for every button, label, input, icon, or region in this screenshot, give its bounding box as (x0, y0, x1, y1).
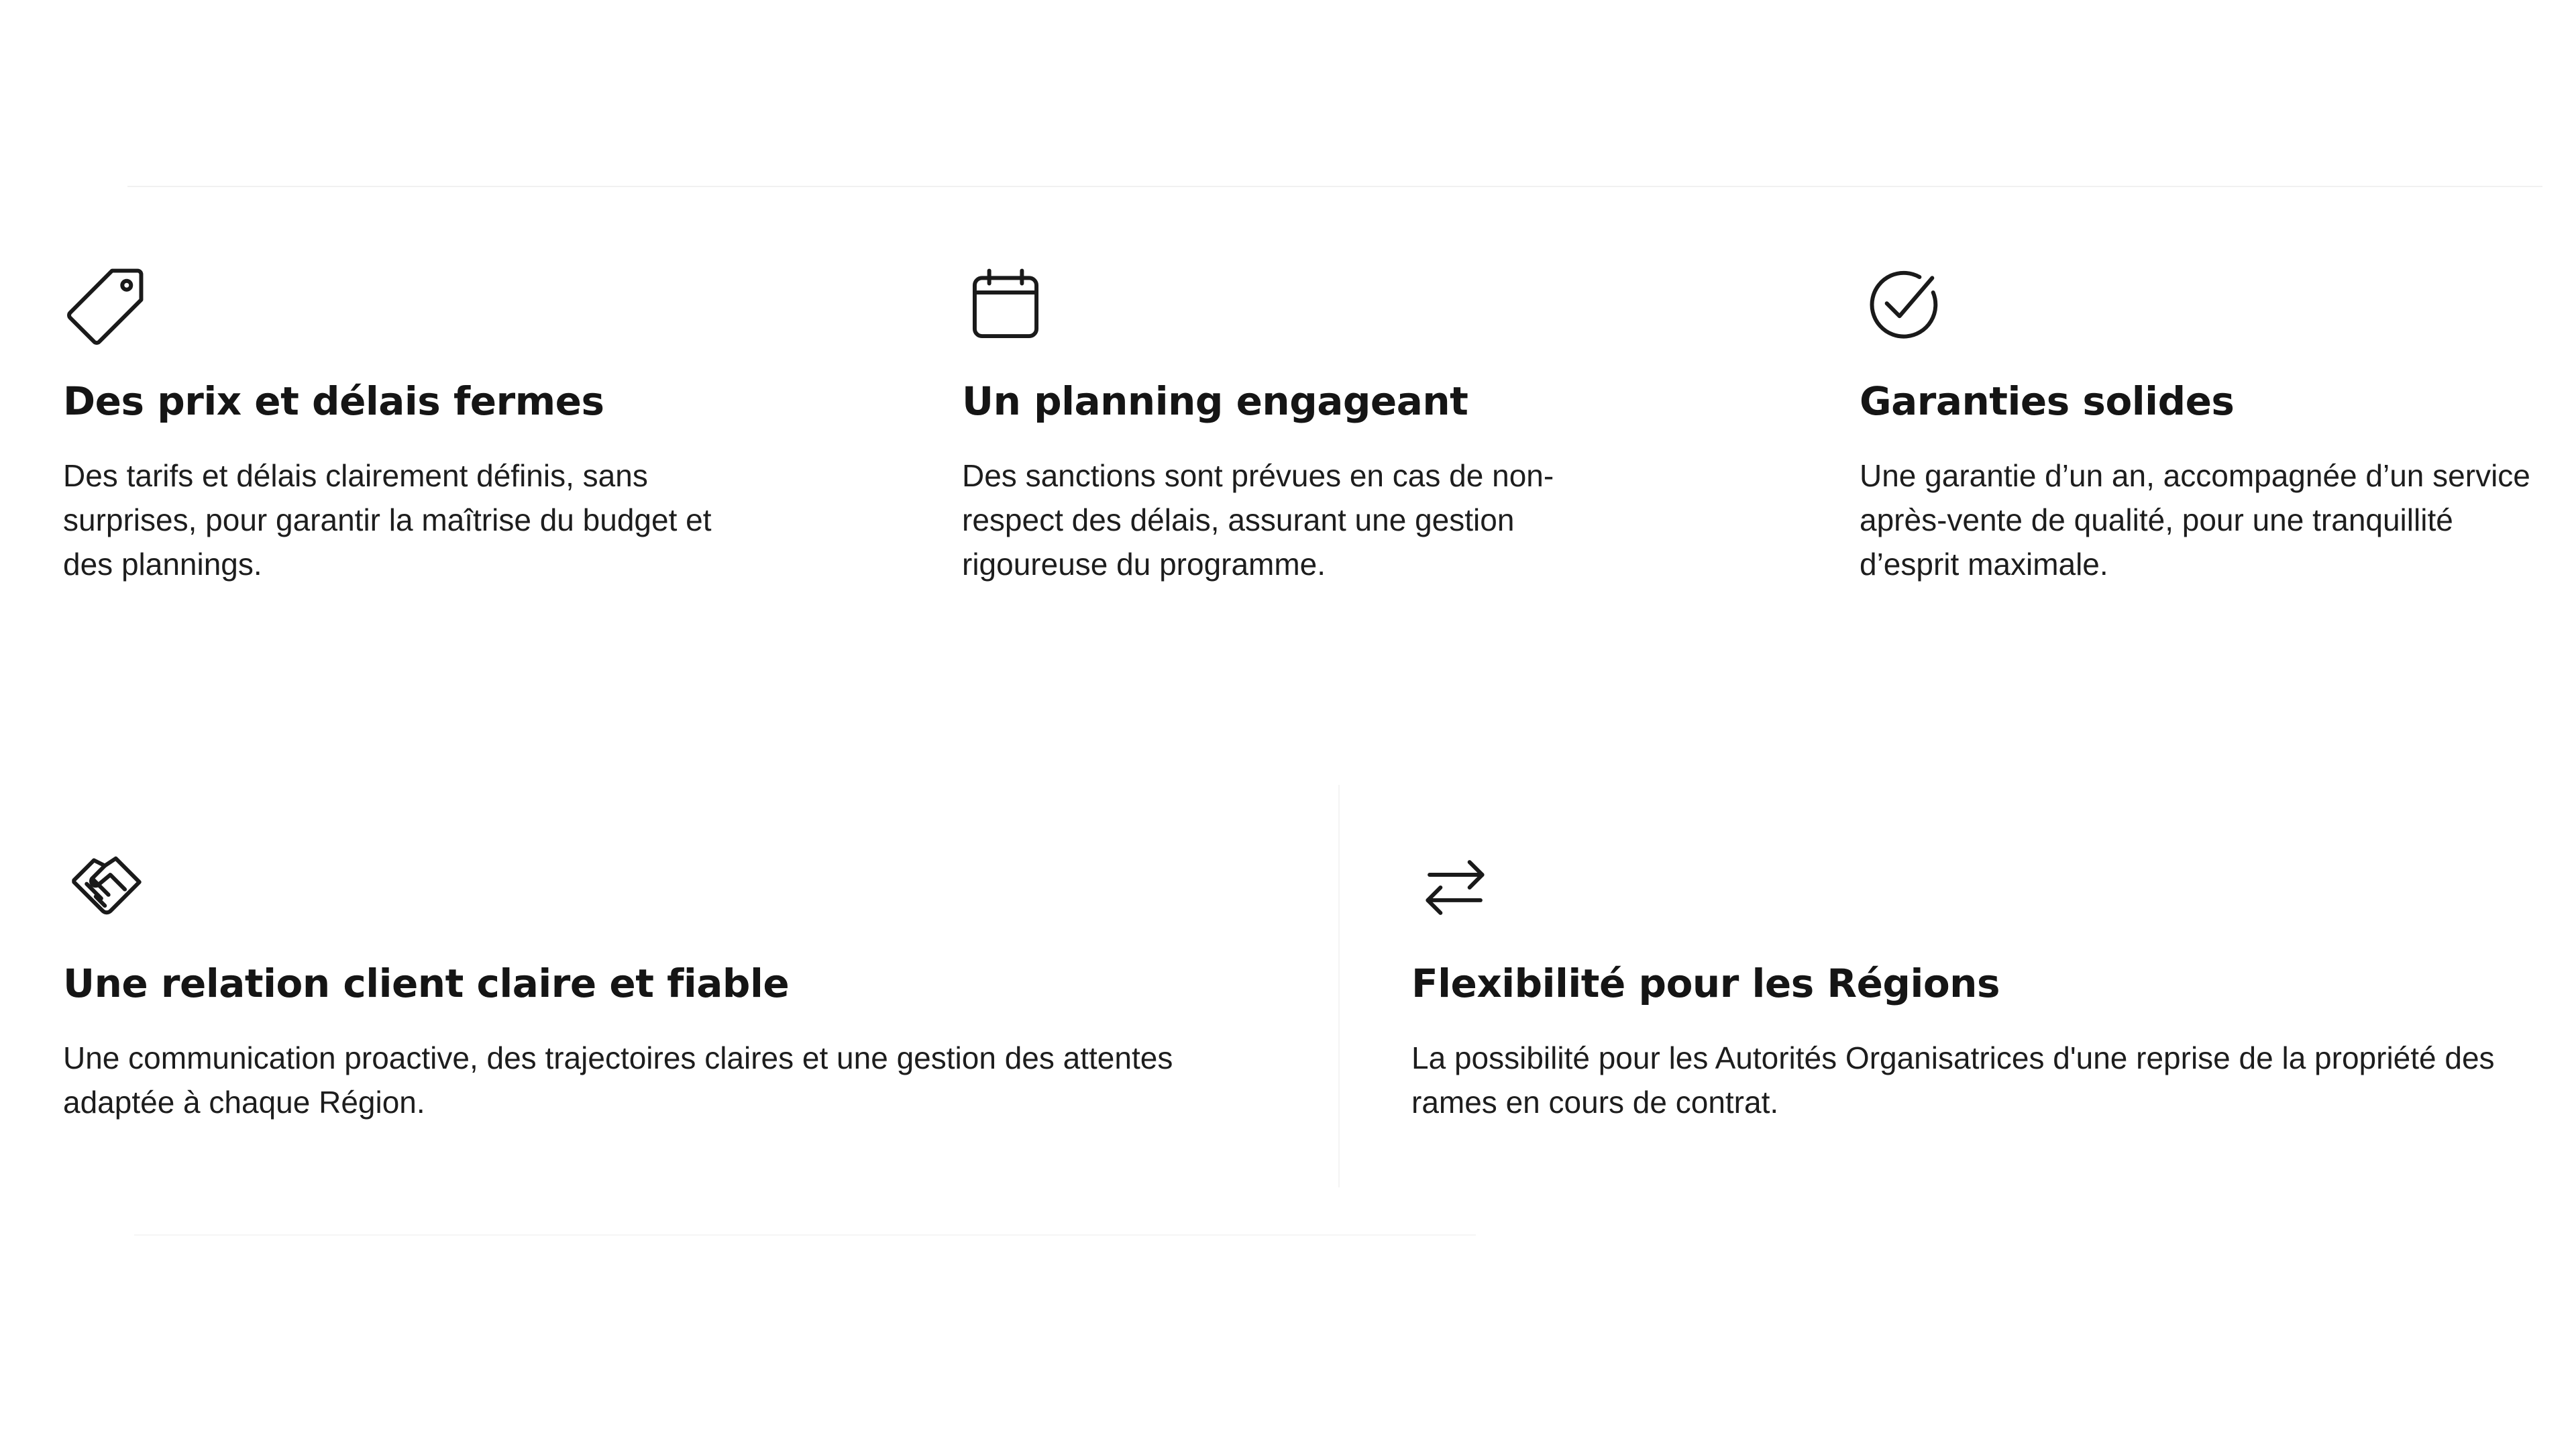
column-divider (1338, 785, 1340, 1187)
swap-arrows-icon (1411, 844, 1499, 931)
check-circle-icon (1860, 262, 1947, 349)
feature-solid-guarantees (1860, 262, 2544, 586)
handshake-icon (63, 844, 150, 931)
feature-description: Des tarifs et délais clairement définis, sans surprises, pour garantir la maîtrise du budget et des plannings. (63, 458, 712, 582)
top-divider (127, 186, 2542, 187)
calendar-icon (962, 262, 1049, 349)
feature-title: Flexibilité pour les Régions (1411, 961, 2000, 1006)
bottom-divider (134, 1234, 1476, 1236)
feature-description: Des sanctions sont prévues en cas de non-respect des délais, assurant une gestion rigoureuse du programme. (962, 458, 1554, 582)
feature-firm-prices (63, 262, 747, 586)
feature-description: La possibilité pour les Autorités Organisatrices d'une reprise de la propriété des rames en cours de contrat. (1411, 1040, 2495, 1120)
feature-title: Un planning engageant (962, 378, 1468, 424)
feature-description: Une garantie d’un an, accompagnée d’un service après-vente de qualité, pour une tranquillité d’esprit maximale. (1860, 458, 2530, 582)
feature-description: Une communication proactive, des trajectoires claires et une gestion des attentes adaptée à chaque Région. (63, 1040, 1173, 1120)
feature-client-relationship (63, 844, 1190, 1124)
feature-title: Des prix et délais fermes (63, 378, 604, 424)
feature-title: Une relation client claire et fiable (63, 961, 790, 1006)
feature-title: Garanties solides (1860, 378, 2235, 424)
feature-flexibility-regions (1411, 844, 2538, 1124)
feature-binding-schedule (962, 262, 1646, 586)
price-tag-icon (63, 262, 150, 349)
